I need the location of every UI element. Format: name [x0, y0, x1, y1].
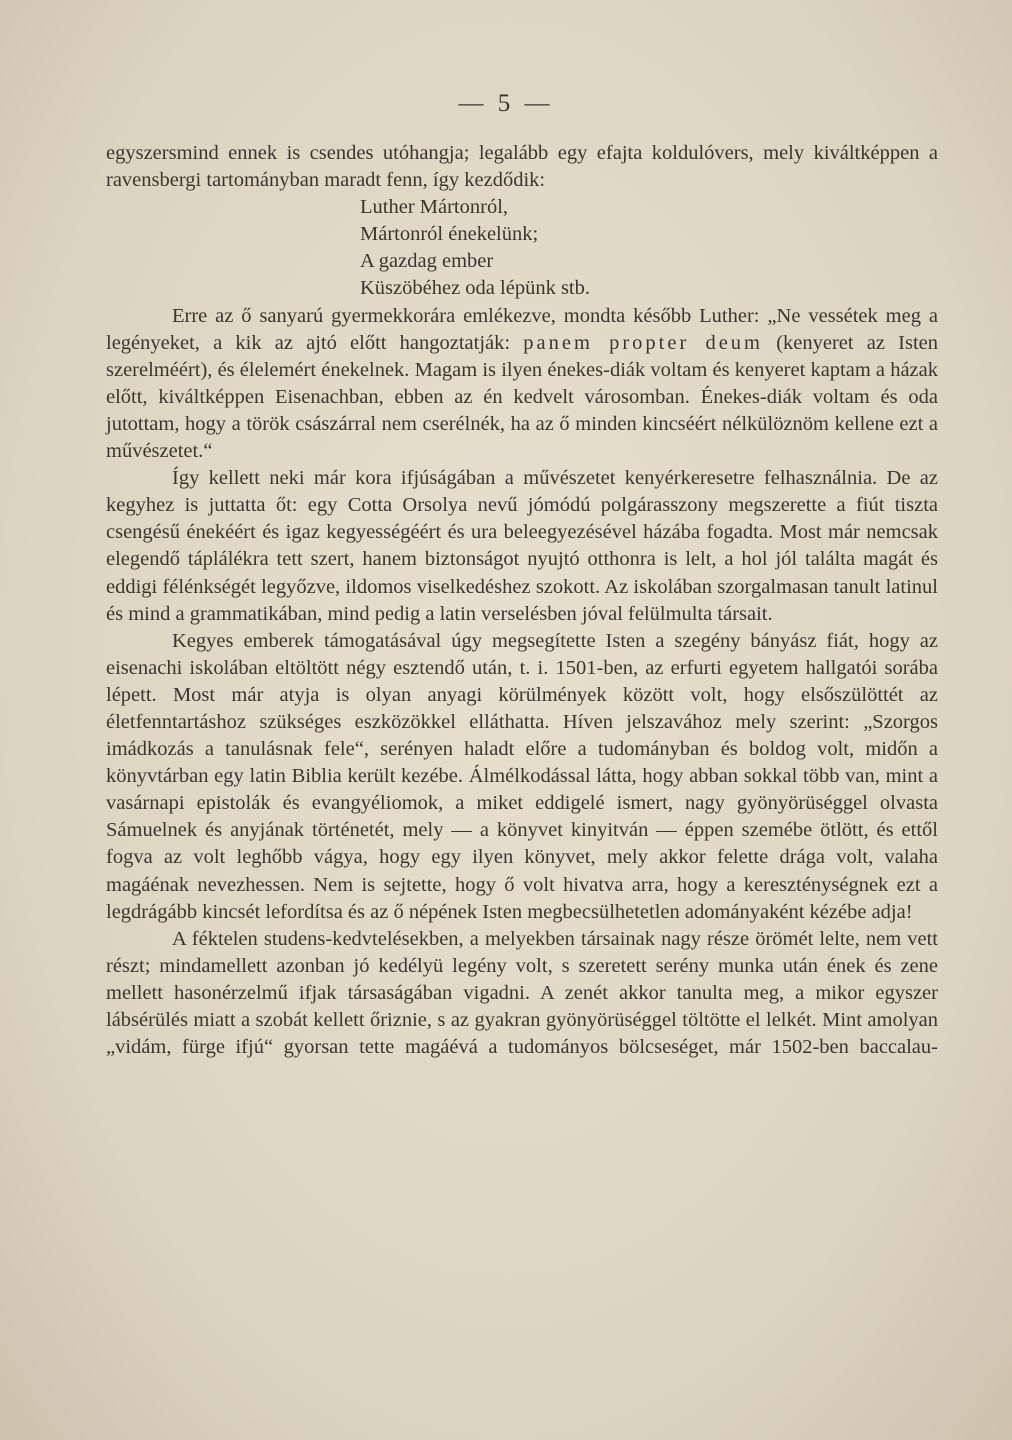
verse-line-1: Luther Mártonról,: [360, 196, 509, 219]
paragraph-2: [106, 303, 938, 466]
verse-line-2: Mártonról énekelünk;: [360, 223, 539, 246]
verse-line-4: Küszöbéhez oda lépünk stb.: [360, 277, 590, 300]
paragraph-2-part-2: (kenyeret az Isten szerelméért), és élelemért énekelnek. Magam is ilyen énekes-diák voltam és kenyeret kaptam a házak előtt, kiváltképpen Eisenachban, ebben az én kedvelt városomban. Énekes-diák voltam és oda jutottam, hogy a török császárral nem cserélnék, ha az ő minden kincséért nélkülöznöm kellene ezt a művészetet.“: [106, 331, 938, 463]
verse-block: [106, 194, 938, 302]
paragraph-5: A féktelen studens-kedvtelésekben, a melyekben társainak nagy része örömét lelte, nem vett részt; mindamellett azonban jó kedélyü legény volt, s szeretett serény munka után ének és zene mellett hasonérzelmű ifjak társaságában vigadni. A zenét akkor tanulta meg, a mikor egyszer lábsérülés miatt a szobát kellett őriznie, s az gyakran gyönyörüséggel töltötte el lelkét. Mint amolyan „vidám, fürge ifjú“ gyorsan tette magáévá a tudományos bölcseséget, már 1502-ben baccalau-: [106, 927, 938, 1059]
paragraph-2-part-1: Erre az ő sanyarú gyermekkorára emlékezve, mondta később Luther: „Ne vessétek meg a legényeket, a kik az ajtó előtt hangoztatják:: [106, 304, 938, 354]
verse-line-3: A gazdag ember: [360, 250, 494, 273]
paragraph-3: Így kellett neki már kora ifjúságában a művészetet kenyérkeresetre felhasználnia. De az kegyhez is juttatta őt: egy Cotta Orsolya nevű jómódú polgárasszony megszerette a fiút tiszta csengésű énekéért és igaz kegyességéért és ura beleegyezésével házába fogadta. Most már nemcsak elegendő táplálékra tett szert, hanem biztonságot nyujtó otthonra is lelt, a hol jól találta magát és eddigi félénkségét legyőzve, ildomos viselkedéshez szokott. Az iskolában szorgalmasan tanult latinul és mind a grammatikában, mind pedig a latin verselésben jóval felülmulta társait.: [106, 467, 938, 625]
paragraph-1: egyszersmind ennek is csendes utóhangja; legalább egy efajta koldulóvers, mely kiváltképpen a ravensbergi tartományban maradt fenn, így kezdődik:: [106, 142, 938, 192]
paragraph-4: Kegyes emberek támogatásával úgy megsegítette Isten a szegény bányász fiát, hogy az eisenachi iskolában eltöltött négy esztendő után, t. i. 1501-ben, az erfurti egyetem hallgatói sorába lépett. Most már atyja is olyan anyagi körülmények között volt, hogy elsőszülöttét az életfenntartáshoz szükséges eszközökkel elláthatta. Híven jelszavához mely szerint: „Szorgos imádkozás a tanulásnak fele“, serényen haladt előre a tudományban és boldog volt, midőn a könyvtárban egy latin Bibliа került kezébe. Álmélkodással látta, hogy abban sokkal több van, mint a vasárnapi epistolák és evangyéliomok, a miket eddigelé ismert, nagy gyönyörüséggel olvasta Sámuelnek és anyjának történetét, mely — a könyvet kinyitván — éppen szemébe ötlött, és ettől fogva az volt leghőbb vágya, hogy egy ilyen könyvet, mely akkor felette drága volt, valaha magáénak nevezhessen. Nem is sejtette, hogy ő volt hivatva arra, hogy a kereszténységnek ezt a legdrágább kincsét lefordítsa és az ő népének Isten megbecsülhetetlen adományaként kézébe adja!: [106, 629, 938, 923]
latin-phrase: panem propter deum: [523, 331, 764, 354]
body-text: [106, 140, 938, 1061]
page-number: — 5 —: [458, 90, 554, 117]
